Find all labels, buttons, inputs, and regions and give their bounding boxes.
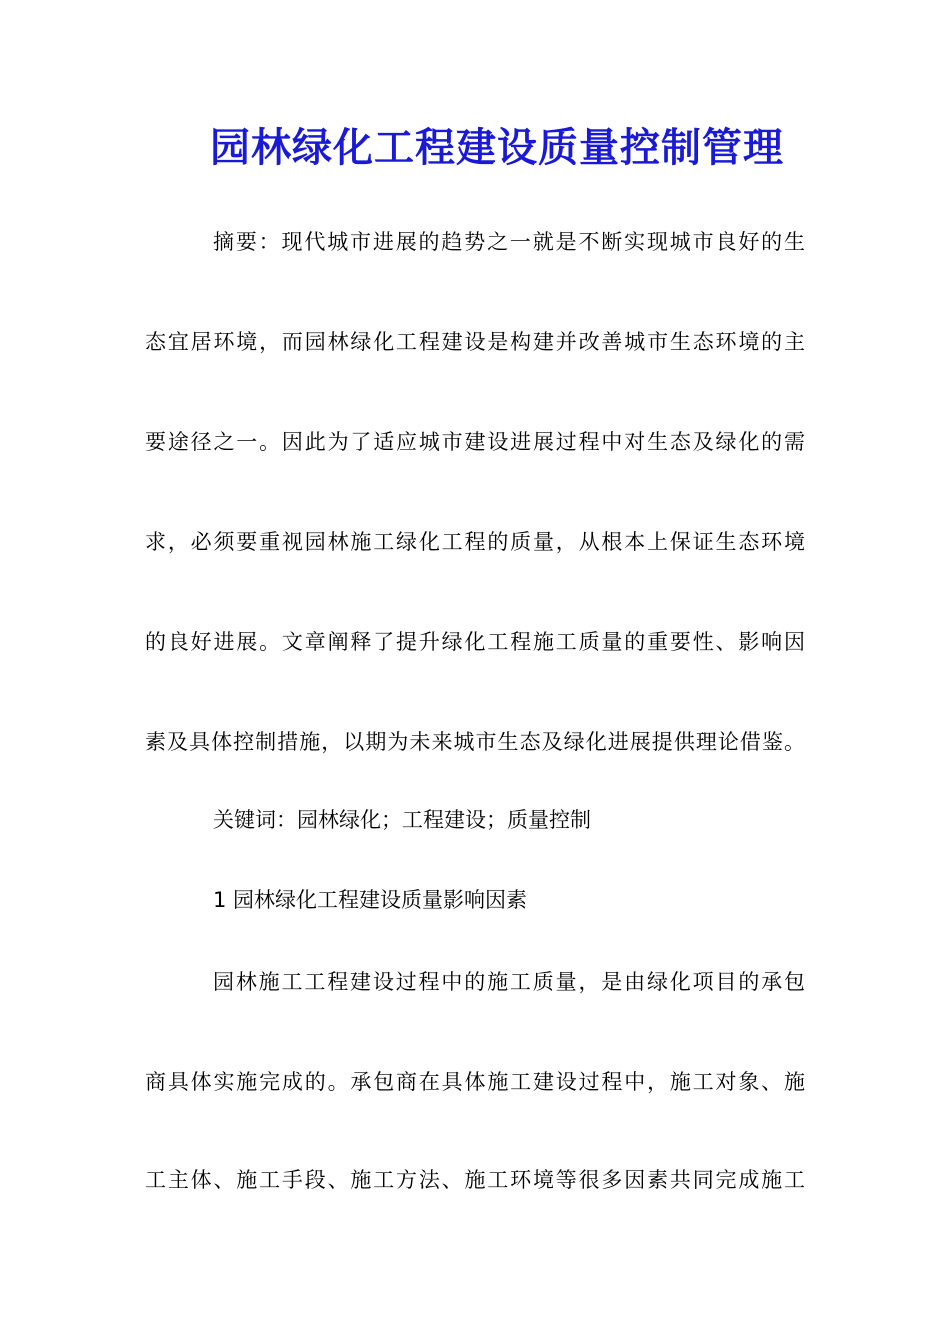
abstract-line: 求，必须要重视园林施工绿化工程的质量，从根本上保证生态环境 bbox=[145, 530, 805, 554]
body-line: 商具体实施完成的。承包商在具体施工建设过程中，施工对象、施 bbox=[145, 1070, 805, 1094]
keywords-line: 关键词：园林绿化；工程建设；质量控制 bbox=[213, 808, 591, 832]
body-line: 园林施工工程建设过程中的施工质量，是由绿化项目的承包 bbox=[213, 970, 805, 994]
abstract-line: 的良好进展。文章阐释了提升绿化工程施工质量的重要性、影响因 bbox=[145, 630, 805, 654]
abstract-line: 要途径之一。因此为了适应城市建设进展过程中对生态及绿化的需 bbox=[145, 430, 805, 454]
body-line: 工主体、施工手段、施工方法、施工环境等很多因素共同完成施工 bbox=[145, 1168, 805, 1192]
section-heading: 1 园林绿化工程建设质量影响因素 bbox=[213, 888, 528, 912]
document-title: 园林绿化工程建设质量控制管理 bbox=[210, 124, 784, 171]
abstract-line: 摘要：现代城市进展的趋势之一就是不断实现城市良好的生 bbox=[213, 230, 805, 254]
abstract-line: 素及具体控制措施，以期为未来城市生态及绿化进展提供理论借鉴。 bbox=[145, 730, 805, 754]
abstract-line: 态宜居环境，而园林绿化工程建设是构建并改善城市生态环境的主 bbox=[145, 330, 805, 354]
